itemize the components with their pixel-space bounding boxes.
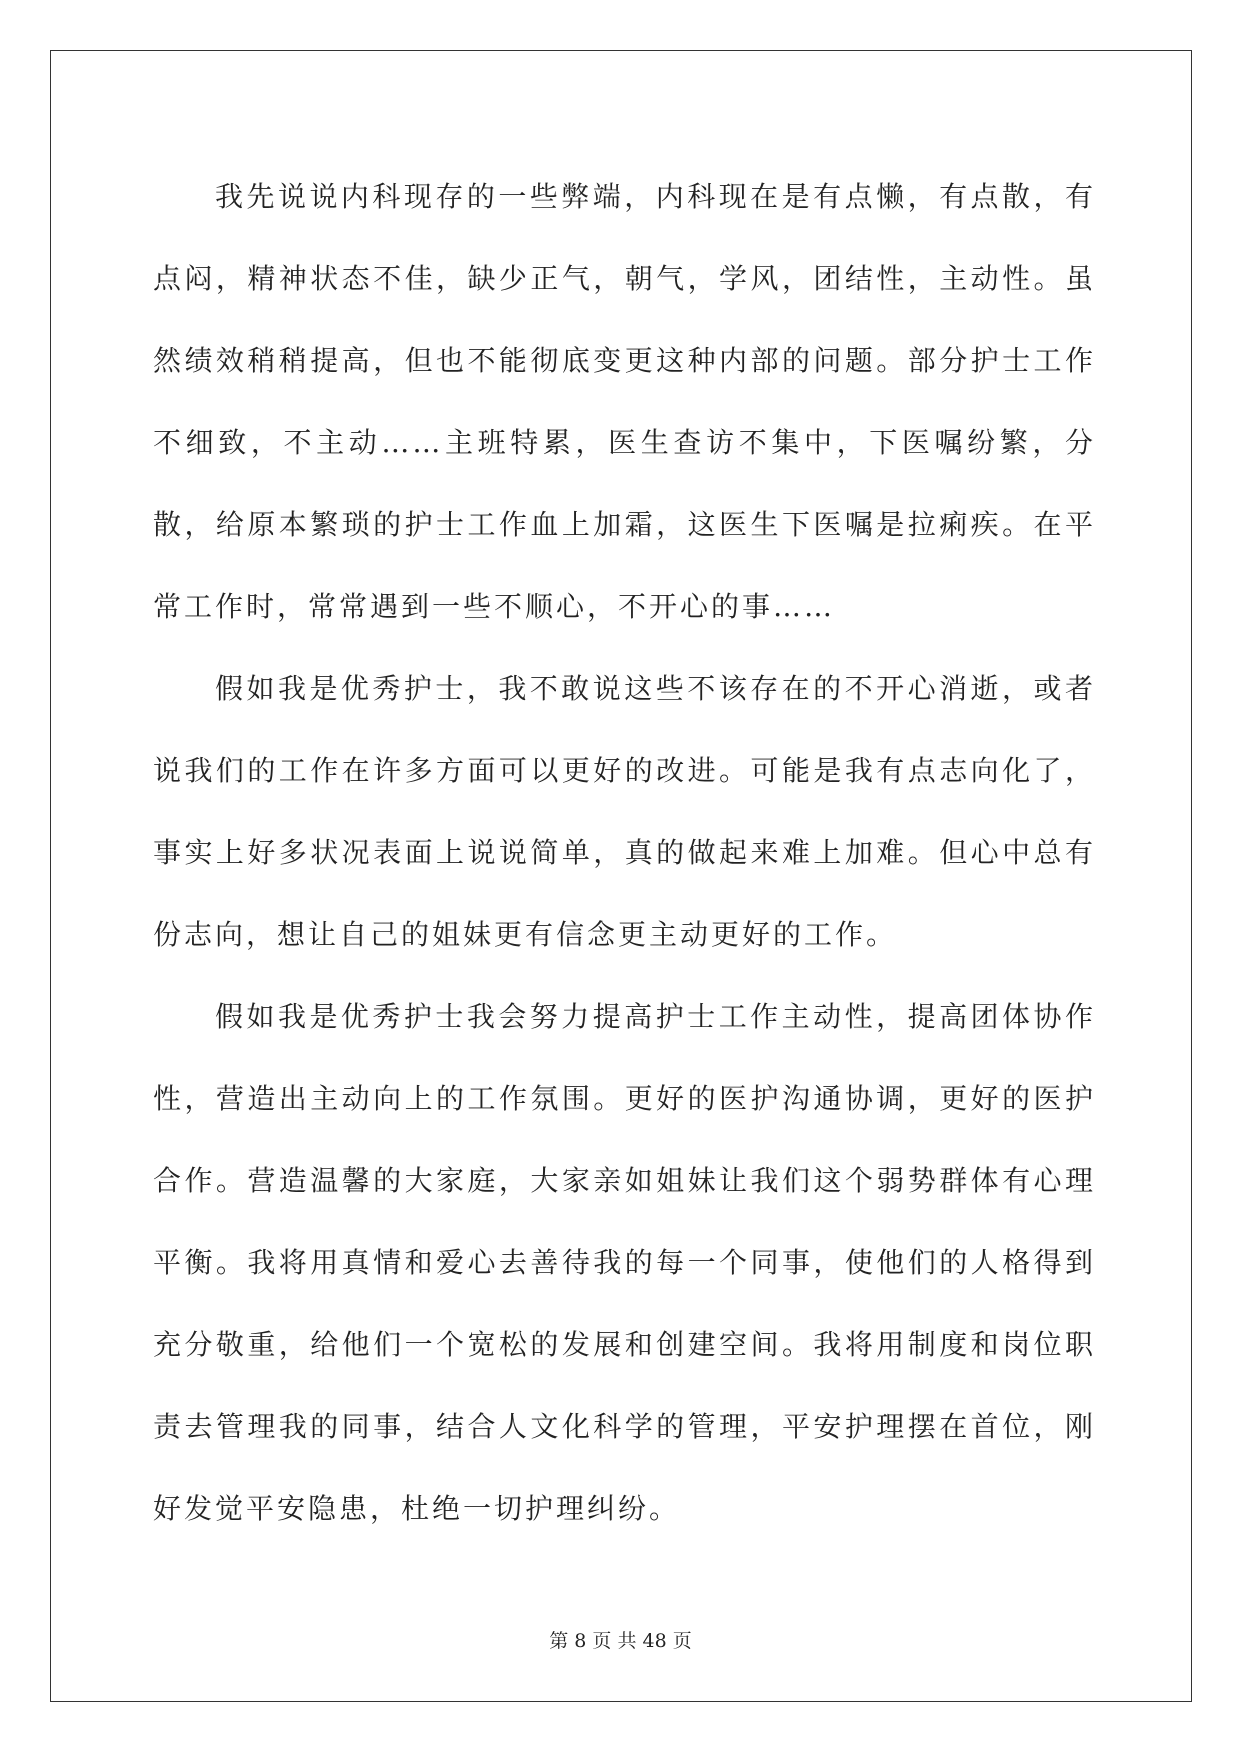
- document-body: [153, 156, 1096, 1550]
- page-number-footer: 第 8 页 共 48 页: [549, 1630, 692, 1652]
- paragraph: 假如我是优秀护士我会努力提高护士工作主动性，提高团体协作性，营造出主动向上的工作氛围。更好的医护沟通协调，更好的医护合作。营造温馨的大家庭，大家亲如姐妹让我们这个弱势群体有心理平衡。我将用真情和爱心去善待我的每一个同事，使他们的人格得到充分敬重，给他们一个宽松的发展和创建空间。我将用制度和岗位职责去管理我的同事，结合人文化科学的管理，平安护理摆在首位，刚好发觉平安隐患，杜绝一切护理纠纷。: [153, 1000, 1096, 1525]
- paragraph: 假如我是优秀护士，我不敢说这些不该存在的不开心消逝，或者说我们的工作在许多方面可以更好的改进。可能是我有点志向化了，事实上好多状况表面上说说简单，真的做起来难上加难。但心中总有份志向，想让自己的姐妹更有信念更主动更好的工作。: [153, 672, 1096, 951]
- paragraph: 我先说说内科现存的一些弊端，内科现在是有点懒，有点散，有点闷，精神状态不佳，缺少正气，朝气，学风，团结性，主动性。虽然绩效稍稍提高，但也不能彻底变更这种内部的问题。部分护士工作不细致，不主动……主班特累，医生查访不集中，下医嘱纷繁，分散，给原本繁琐的护士工作血上加霜，这医生下医嘱是拉痢疾。在平常工作时，常常遇到一些不顺心，不开心的事……: [153, 180, 1096, 623]
